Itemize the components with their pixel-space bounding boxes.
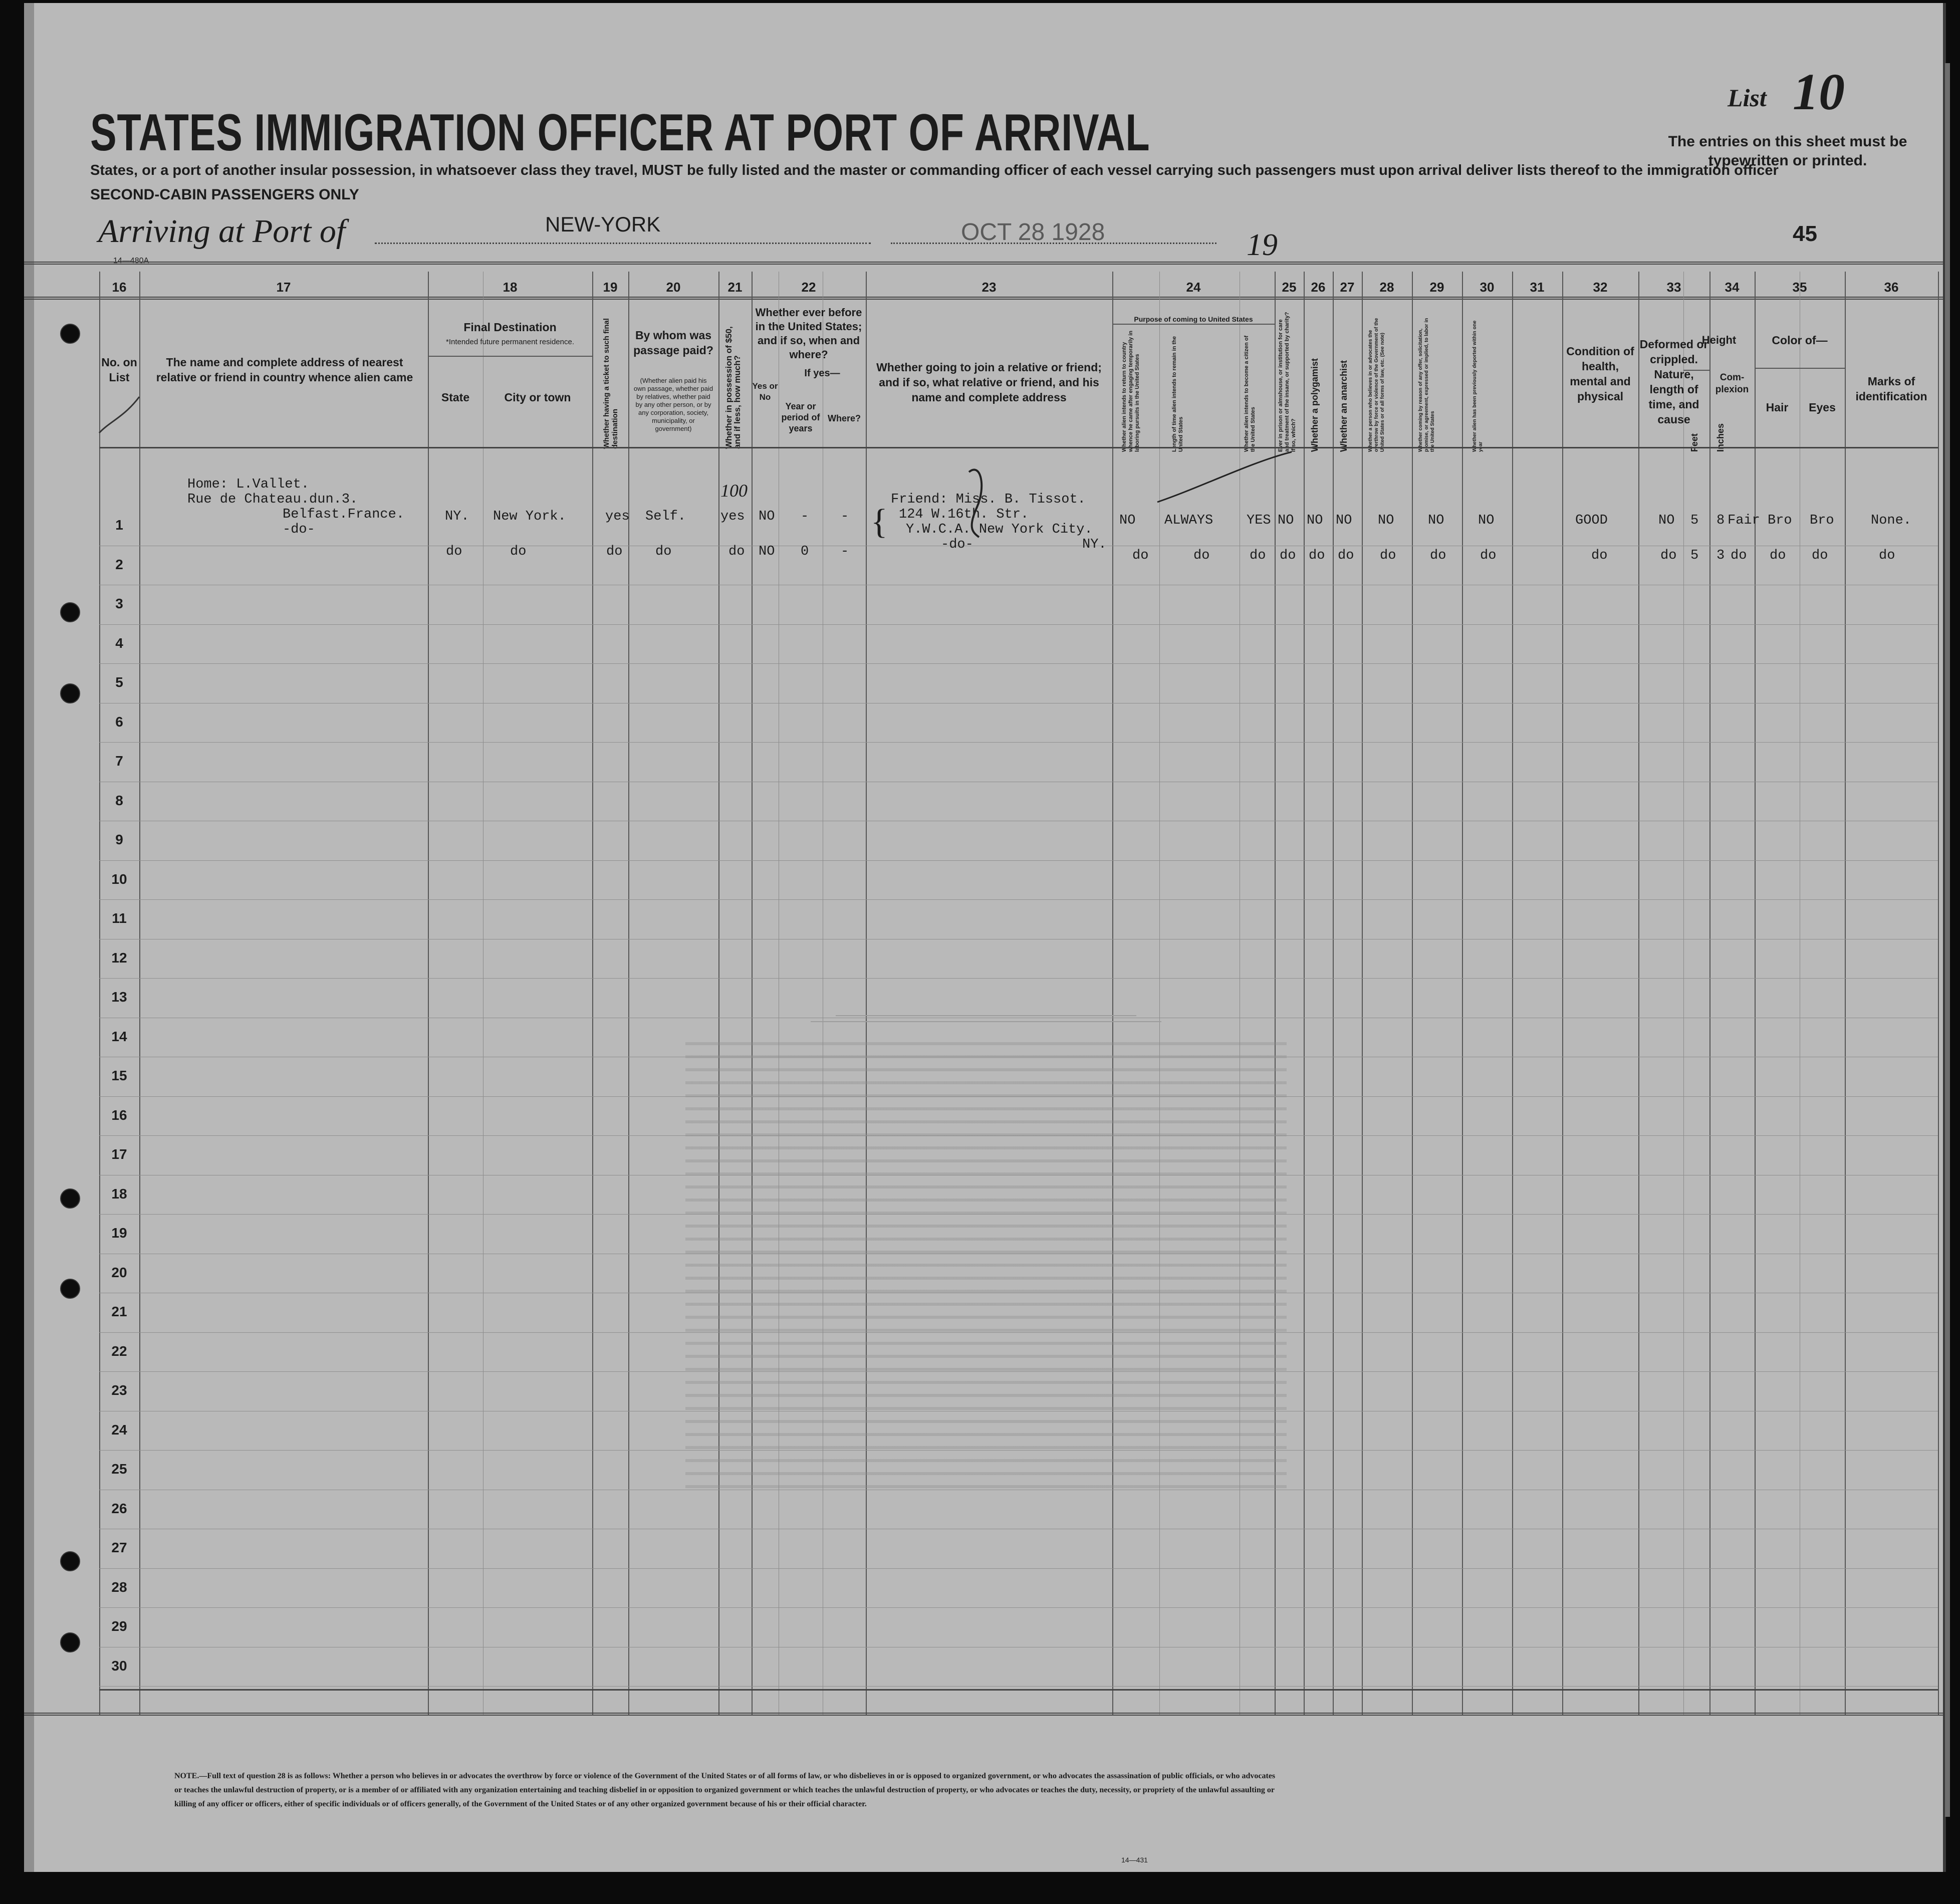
row-number: 17	[111, 1146, 127, 1162]
row1-money: yes	[720, 509, 745, 524]
col-num: 35	[1792, 280, 1807, 295]
row2-deformed: do	[1660, 548, 1677, 563]
row2-join-line1: Y.W.C.A. New York City.	[906, 522, 1093, 537]
header-height: Height	[1701, 334, 1737, 346]
list-number: 10	[1793, 63, 1845, 121]
header-hair: Hair	[1766, 401, 1789, 414]
row1-citizen: YES	[1247, 513, 1271, 528]
header-ticket: Whether having a ticket to such final destination	[602, 318, 619, 449]
manifest-page	[24, 3, 1946, 1872]
row2-feet: 5	[1690, 548, 1699, 563]
row-number: 16	[111, 1107, 127, 1123]
header-health: Condition of health, mental and physical	[1566, 345, 1634, 403]
col-num: 29	[1429, 280, 1444, 295]
punch-hole	[60, 602, 80, 622]
row1-join-line1: Friend: Miss. B. Tissot.	[891, 492, 1086, 507]
row1-before: NO	[759, 509, 775, 524]
row2-hair: do	[1770, 548, 1786, 563]
row-number: 24	[111, 1421, 127, 1438]
header-purpose: Purpose of coming to United States	[1134, 315, 1253, 323]
row2-paid-by: do	[655, 544, 672, 559]
col-num: 33	[1666, 280, 1681, 295]
row-number: 12	[111, 949, 127, 966]
row2-eyes: do	[1812, 548, 1828, 563]
page-edge-right	[1945, 63, 1950, 1817]
col-num: 19	[603, 280, 618, 295]
col-num: 21	[727, 280, 743, 295]
row1-deformed: NO	[1658, 513, 1675, 528]
col-num: 36	[1884, 280, 1899, 295]
col-num: 22	[801, 280, 816, 295]
row2-prison: do	[1280, 548, 1296, 563]
row1-anarchist: NO	[1336, 513, 1352, 528]
header-instruction: States, or a port of another insular possession, in whatsoever class they travel, MUST be fully listed and the master or commanding officer of each vessel carrying such passengers must upon arrival deliver lists thereof to the immigration officer	[90, 162, 1779, 178]
row1-paid-by: Self.	[645, 509, 686, 524]
row1-overthrow: NO	[1378, 513, 1394, 528]
row1-return: NO	[1119, 513, 1136, 528]
table-bottom-rule	[99, 1689, 1938, 1691]
punch-hole	[60, 1632, 80, 1652]
row1-length: ALWAYS	[1164, 513, 1213, 528]
row2-offer: do	[1430, 548, 1446, 563]
row1-prison: NO	[1278, 513, 1294, 528]
row-number: 21	[111, 1304, 127, 1319]
row2-relative-line1: Belfast.France.	[283, 507, 405, 522]
row-rule	[99, 742, 1938, 743]
col-num: 32	[1593, 280, 1608, 295]
row-number: 25	[111, 1461, 127, 1477]
year-prefix: 19	[1247, 228, 1278, 262]
row2-inches: 3	[1717, 548, 1725, 563]
col-num: 26	[1311, 280, 1326, 295]
entries-note: The entries on this sheet must be typewritten or printed.	[1668, 133, 1907, 169]
punch-hole	[60, 683, 80, 703]
row2-length: do	[1193, 548, 1210, 563]
row1-ticket: yes	[605, 509, 630, 524]
page-edge	[24, 3, 34, 1872]
col-num: 25	[1282, 280, 1297, 295]
header-if-yes: If yes—	[804, 368, 840, 379]
footer-rule	[24, 1713, 1943, 1716]
row2-state: do	[446, 544, 462, 559]
row1-join-line2: 124 W.16th. Str.	[899, 507, 1029, 522]
row1-marks: None.	[1871, 513, 1912, 528]
row2-polygamist: do	[1309, 548, 1325, 563]
row-rule	[99, 624, 1938, 625]
header-prison: Ever in prison or almshouse, or institution for care and treatment of the insane, or supported by charity? If so, which?	[1278, 312, 1297, 452]
row1-where: -	[841, 509, 849, 524]
col-num: 16	[112, 280, 127, 295]
row1-state: NY.	[445, 509, 469, 524]
header-final-destination: Final Destination	[463, 321, 557, 334]
header-year-period: Year or period of years	[781, 401, 820, 433]
header-class: SECOND-CABIN PASSENGERS ONLY	[90, 186, 359, 203]
row-number: 15	[111, 1068, 127, 1083]
row1-relative-line1: Home: L.Vallet.	[187, 477, 310, 492]
row2-ticket: do	[606, 544, 623, 559]
row2-marks: do	[1879, 548, 1895, 563]
header-return: Whether alien intends to return to country whence he came after engaging temporarily in laboring pursuits in the United States	[1121, 330, 1140, 452]
row-number: 26	[111, 1500, 127, 1516]
row2-before: NO	[759, 544, 775, 559]
row1-hair: Bro	[1768, 513, 1792, 528]
row-number: 28	[111, 1579, 127, 1595]
header-rule	[24, 262, 1943, 265]
handwritten-marks	[99, 272, 1938, 622]
col-num: 28	[1379, 280, 1394, 295]
header-passage-paid: By whom was passage paid?	[633, 329, 713, 357]
list-label: List	[1728, 84, 1767, 112]
row-number: 4	[115, 635, 123, 651]
row2-where: -	[841, 544, 849, 559]
bracket-mark: {	[871, 503, 888, 541]
row1-eyes: Bro	[1810, 513, 1834, 528]
row1-inches: 8	[1717, 513, 1725, 528]
punch-hole	[60, 1188, 80, 1209]
header-deformed: Deformed or crippled. Nature, length of time, and cause	[1639, 338, 1708, 426]
row2-deported: do	[1480, 548, 1497, 563]
row-number: 7	[115, 753, 123, 769]
row2-overthrow: do	[1380, 548, 1396, 563]
row1-complexion: Fair	[1728, 513, 1760, 528]
row-number: 20	[111, 1264, 127, 1280]
row2-city: do	[510, 544, 527, 559]
row-number: 11	[112, 910, 127, 926]
row-rule	[99, 860, 1938, 861]
port-line	[375, 243, 871, 244]
row-number: 23	[111, 1382, 127, 1398]
row-number: 14	[111, 1028, 127, 1044]
row2-year: 0	[801, 544, 809, 559]
header-color-of: Color of—	[1772, 334, 1828, 347]
row-rule	[99, 1686, 1938, 1687]
row2-join-line3: NY.	[1082, 537, 1107, 552]
header-relative: The name and complete address of nearest relative or friend in country whence alien came	[156, 356, 413, 384]
arriving-label: Arriving at Port of	[98, 213, 346, 250]
header-anarchist: Whether an anarchist	[1339, 360, 1349, 452]
header-complexion: Com- plexion	[1715, 372, 1749, 395]
row1-relative-line2: Rue de Chateau.dun.3.	[187, 492, 358, 507]
row-number: 22	[111, 1343, 127, 1359]
row-number: 19	[111, 1225, 127, 1241]
col-num: 31	[1530, 280, 1545, 295]
header-city: City or town	[504, 391, 571, 404]
row1-offer: NO	[1428, 513, 1444, 528]
col-num: 18	[503, 280, 518, 295]
row2-money: do	[728, 544, 745, 559]
header-join-relative: Whether going to join a relative or friend; and if so, what relative or friend, and his name and complete address	[876, 361, 1102, 404]
row2-join-line2: -do-	[941, 537, 973, 552]
row-number: 27	[111, 1540, 127, 1555]
row2-relative-line2: -do-	[283, 522, 315, 537]
row-number: 8	[115, 792, 123, 808]
row1-money-note: 100	[720, 481, 748, 501]
date-stamp: OCT 28 1928	[961, 219, 1105, 246]
row-rule	[99, 663, 1938, 664]
header-feet: Feet	[1689, 433, 1699, 452]
col-num: 23	[982, 280, 997, 295]
col-num: 20	[666, 280, 681, 295]
header-money: Whether in possession of $50, and if less, how much?	[724, 326, 742, 449]
row-number: 6	[115, 713, 123, 730]
header-deported: Whether alien has been previously deported within one year	[1472, 320, 1484, 452]
form-number: 14—480A	[113, 257, 149, 265]
row-number: 18	[111, 1185, 127, 1202]
page-reference: 45	[1793, 221, 1817, 246]
row1-polygamist: NO	[1307, 513, 1323, 528]
header-destination-note: *Intended future permanent residence.	[445, 338, 574, 346]
row-number: 3	[115, 596, 123, 611]
header-length: Length of time alien intends to remain in the United States	[1171, 336, 1184, 452]
row1-city: New York.	[493, 509, 566, 524]
row2-complexion: do	[1731, 548, 1747, 563]
header-yes-no: Yes or No	[752, 381, 778, 402]
punch-hole	[60, 324, 80, 344]
header-citizen: Whether alien intends to become a citizen of the United States	[1244, 335, 1256, 452]
header-passage-note: (Whether alien paid his own passage, whether paid by relatives, whether paid by any other person, or by any corporation, society, municipality, or government)	[633, 377, 713, 432]
punch-hole	[60, 1551, 80, 1571]
row-number: 5	[115, 674, 123, 690]
col-num: 30	[1480, 280, 1495, 295]
header-where: Where?	[827, 413, 861, 423]
form-title: STATES IMMIGRATION OFFICER AT PORT OF ARRIVAL	[90, 104, 1150, 162]
row-number: 1	[115, 517, 123, 533]
row-number: 13	[111, 989, 127, 1005]
footnote-question-28: NOTE.—Full text of question 28 is as follows: Whether a person who believes in or advocates the overthrow by force or violence of the Government of the United States or of all forms of law, or who disbelieves in or is opposed to organized government, or who advocates the assassination of public officials, or who advocates or teaches the unlawful destruction of property, or is a member of or affiliated with any organization entertaining and teaching disbelief in or opposition to organized government or which teaches the unlawful destruction of property, or who advocates or teaches the duty, necessity, or propriety of the unlawful assaulting or killing of any officer or officers, either of specific individuals or of officers generally, of the Government of the United States or of any other organized government because of his or their official character.	[174, 1772, 1276, 1808]
row-number: 9	[115, 832, 123, 847]
footer-form-number: 14—431	[1121, 1856, 1148, 1864]
port-value: NEW-YORK	[545, 212, 661, 236]
row1-health: GOOD	[1575, 513, 1608, 528]
punch-hole	[60, 1279, 80, 1299]
row-number: 2	[115, 556, 123, 572]
row1-deported: NO	[1478, 513, 1495, 528]
header-polygamist: Whether a polygamist	[1310, 358, 1320, 452]
row2-citizen: do	[1250, 548, 1266, 563]
row-rule	[99, 899, 1938, 900]
header-offer: Whether coming by reason of any offer, solicitation, promise, or agreement, expressed or implied, to labor in the United States	[1418, 318, 1435, 452]
header-eyes: Eyes	[1809, 401, 1836, 414]
bleed-through	[685, 1015, 1287, 1667]
header-overthrow: Whether a person who believes in or advocates the overthrow by force or violence of the Government of the United States or of all forms of law, etc. (See note)	[1368, 318, 1385, 452]
header-state: State	[441, 391, 470, 404]
row-rule	[99, 978, 1938, 979]
col-num: 34	[1725, 280, 1740, 295]
header-inches: Inches	[1716, 423, 1726, 452]
row-number: 29	[111, 1618, 127, 1634]
col-num: 27	[1340, 280, 1355, 295]
col-num: 24	[1186, 280, 1201, 295]
row2-anarchist: do	[1338, 548, 1354, 563]
row-number: 30	[111, 1657, 127, 1674]
row2-return: do	[1132, 548, 1149, 563]
row2-health: do	[1591, 548, 1608, 563]
row1-year: -	[801, 509, 809, 524]
col-num: 17	[276, 280, 291, 295]
row1-feet: 5	[1690, 513, 1699, 528]
header-marks: Marks of identification	[1855, 375, 1927, 403]
header-no-on-list: No. on List	[101, 356, 137, 384]
header-ever-before: Whether ever before in the United States; and if so, when and where?	[755, 306, 862, 361]
row-number: 10	[111, 871, 127, 887]
